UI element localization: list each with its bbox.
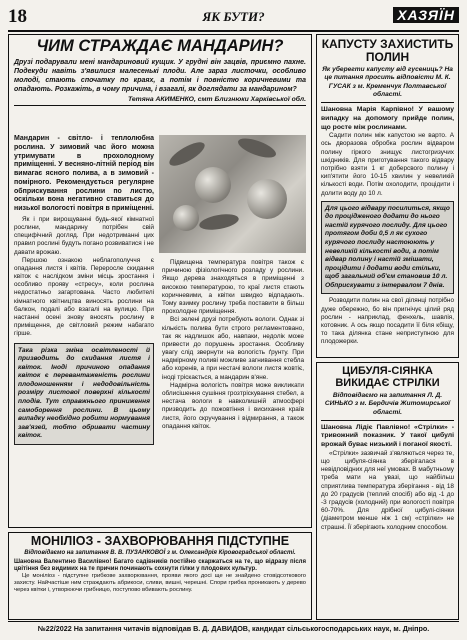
moniliosis-text: Це моніліоз - підступне грибкове захворювання, прояви якого досі ще не знайдено стовідсоткового захисту. Найчастіше ним страждають абрикоси, сливи, вишні, черешні. Спори грибка проникають у дерево через квітки і, утворюючи грибницю, поступово вбивають рослину.: [14, 573, 306, 593]
mandarin-letter-signature: Тетяна АКИМЕНКО, смт Близнюки Харківської обл.: [128, 96, 306, 104]
page-number: 18: [8, 6, 27, 27]
cabbage-paragraph: [321, 132, 454, 198]
leaf-shape: [198, 212, 240, 233]
cabbage-question: Як уберегти капусту від гусениць? На це питання просить відповісти М. К. ГУСАК з м. Кременчук Полтавської області.: [322, 66, 453, 98]
mandarin-title: ЧИМ СТРАЖДАЄ МАНДАРИН?: [36, 37, 284, 55]
onion-title: ЦИБУЛЯ-СІЯНКА ВИКИДАЄ СТРІЛКИ: [335, 365, 440, 389]
moniliosis-question: Відповідаємо на запитання В. В. ПУЗАНКОВОЇ з м. Олександрія Кіровоградської області.: [24, 550, 296, 557]
rubric-title: ЯК БУТИ?: [202, 9, 265, 24]
mandarin-paragraph: Надмірна вологість повітря може викликати облисішення сушіння грозтріскування стебел, а нестача вологи в навколишній атмосфері призводить до пожовтіння і висихання країв листя, його скручування і відмирання, а також опадання квіток.: [162, 381, 304, 430]
mandarin-paragraph: Як і при вирощуванні будь-якої кімнатної рослини, мандарину потрібен свій специфічний догляд. При недотриманні цих правил рослині будуть погано розвиватися і не давати врожаю.: [14, 215, 154, 256]
fruit-shape: [195, 167, 231, 203]
onion-question: Відповідаємо на запитання Л. Д. СИНЬКО з м. Бердичів Житомирської області.: [324, 392, 451, 416]
cabbage-answer-lead: Шановна Марія Карпівно! У вашому випадку на допомогу прийде полин, що росте між рослинами.: [321, 106, 454, 131]
cabbage-article: [316, 34, 459, 358]
fruit-shape: [173, 205, 199, 231]
mandarin-paragraph: Підвищена температура повітря також є причиною фізіологічного розладу у рослини. Якщо дерева знаходяться в приміщенні з високою температурою, то краї листя стають коричневими, а квітки швидко відпадають. Тому взимку рослину треба поставити в більш прохолодне приміщення.: [162, 259, 304, 316]
mandarin-paragraph: Першою ознакою неблагополуччя є опадання листя і квітів. Переросле скидання квіток є наслідком зміни місць зростання і особливо прояву «стресу», коли рослина недостатньо загартована. Часто любителі кімнатного квітництва виносять рослини на балкон, подалі або взагалі на вулицю. При настанні осені знову вносять рослину в приміщення, де світловий режим набагато гірше.: [14, 256, 154, 338]
cabbage-sidebar: Для цього відвару посилиться, якщо до процідженого додати до нього настій курячого послиду. Для цього протягом доби 0,5 л як сухого курячого послиду настоюють у невеликій кількості води, а потім відвар полину і настій змішати, процідити і додати води стільки, щоб загальний об'єм становив 10 л. Обприскувати з інтервалом 7 днів.: [321, 201, 454, 295]
moniliosis-paragraph: [14, 573, 306, 594]
cabbage-title: КАПУСТУ ЗАХИСТИТЬ ПОЛИН: [321, 37, 454, 64]
page-header: [8, 6, 459, 32]
mandarin-column-2: [162, 259, 304, 431]
mandarin-letter: Друзі подарували мені мандариновий кущик. У грудні він зацвів, приємно пахне. Подекуди навіть з'явилися малесенькі плоди. Але зараз листочки, особливо молоді, стають спочатку по краях, а потім і повністю коричневими та опадають. Розкажіть, в чому причина, і взагалі, як доглядати за мандарином?: [14, 59, 306, 93]
leaf-shape: [166, 138, 208, 170]
onion-answer-lead: Шановна Лідіє Павлівно! «Стрілки» - тривожний показник. У такої цибулі врожай буває низький і поганої якості.: [321, 423, 454, 449]
cabbage-paragraph: [321, 297, 454, 346]
mandarin-sidebar: Така різка зміна освітленості й призводить до скидання листя і квіток. Іноді причиною опадання квіток є перевантаженість рослини плодоношенням і недодовільність розміру листової поверхні кількості плодів. Тут справжнього приниження самоборення рослини. В цьому випадку необхідно робити нормування зав'язей, тобто обривати частину квіток.: [14, 343, 154, 445]
moniliosis-answer-lead: Шановна Валентино Василівно! Багато садівників постійно скаржаться на те, що відразу після цвітіння без видимих на те причин починають сохнути гілки у плодових культур.: [14, 558, 306, 572]
onion-paragraph: [321, 450, 454, 532]
onion-article: [316, 362, 459, 620]
fruit-shape: [247, 179, 287, 219]
mandarin-photo: [159, 135, 306, 253]
mandarin-article: [8, 34, 312, 528]
moniliosis-title: МОНІЛІОЗ - ЗАХВОРЮВАННЯ ПІДСТУПНЕ: [30, 534, 290, 548]
mandarin-intro: Мандарин - світло- і теплолюбна рослина. У зимовий час його можна утримувати в прохолодному приміщенні. У весняно-літній період він вимагає ясного полива, а в зимовий - помірного. Рекомендується регулярне обприскування рослини по листю, оскільки вона негативно ставиться до низької вологості повітря в приміщенні.: [14, 135, 154, 212]
mandarin-column-1: [14, 135, 154, 445]
moniliosis-article: [8, 532, 312, 620]
cabbage-text: Садити полин між капустою не варто. А ось дворазова обробка рослин відваром полину гіркого знищує листогризучих шкідників. Для приготування такого відвару потрібно взяти 1 кг доберсвого полину і кип'ятити його 10-15 хвилин у невеликій кількості води. Потім охолодити, процідити і долити воду до 10 л.: [321, 132, 454, 197]
onion-text: «Стрілки» зазвичай з'являються через те, що цибуля-сіянка зберігалася в невідповідних для неї умовах. В мабутньому треба мати на увазі, що найбільш сприятлива температура зберігання - від 18 до 20 градусів (теплий спосіб) або від -1 до -3 градусів (холодний) при вологості повітря 60-70%. Для дрібної цибулі-сіянки (діаметром менше ніж 1 см) «стрілки» не страшні. Її зберігають холодним способом.: [321, 449, 454, 531]
page-footer: №22/2022 На запитання читачів відповідав В. Д. ДАВИДОВ, кандидат сільськогосподарських наук, м. Дніпро.: [8, 621, 459, 636]
cabbage-text: Розводити полин на свої ділянці потрібно дуже обережно, бо він пригнічує цілий ряд рослин - наприклад, фенхель, шавлія, котовник. А ось якщо посадити її біля кбіщу, то така ділянка стане неприступною для плодожерки.: [321, 297, 454, 346]
leaf-shape: [236, 135, 278, 161]
mandarin-paragraph: Всі зелені друзі потребують вологи. Однак зі кількість полива бути строго регламентовано, так як надлишок або, навпаки, недолік може привести до порушень зростання. Особливу увагу слід звернути на вологість ґрунту. При надмірному поливі можливе загнивання стебла або коренів, а при нестачі вологи листя жовтіє, іноді тріскається, а мандарин в'яне.: [162, 316, 304, 381]
brand-logo: ХАЗЯЇН: [393, 7, 459, 23]
